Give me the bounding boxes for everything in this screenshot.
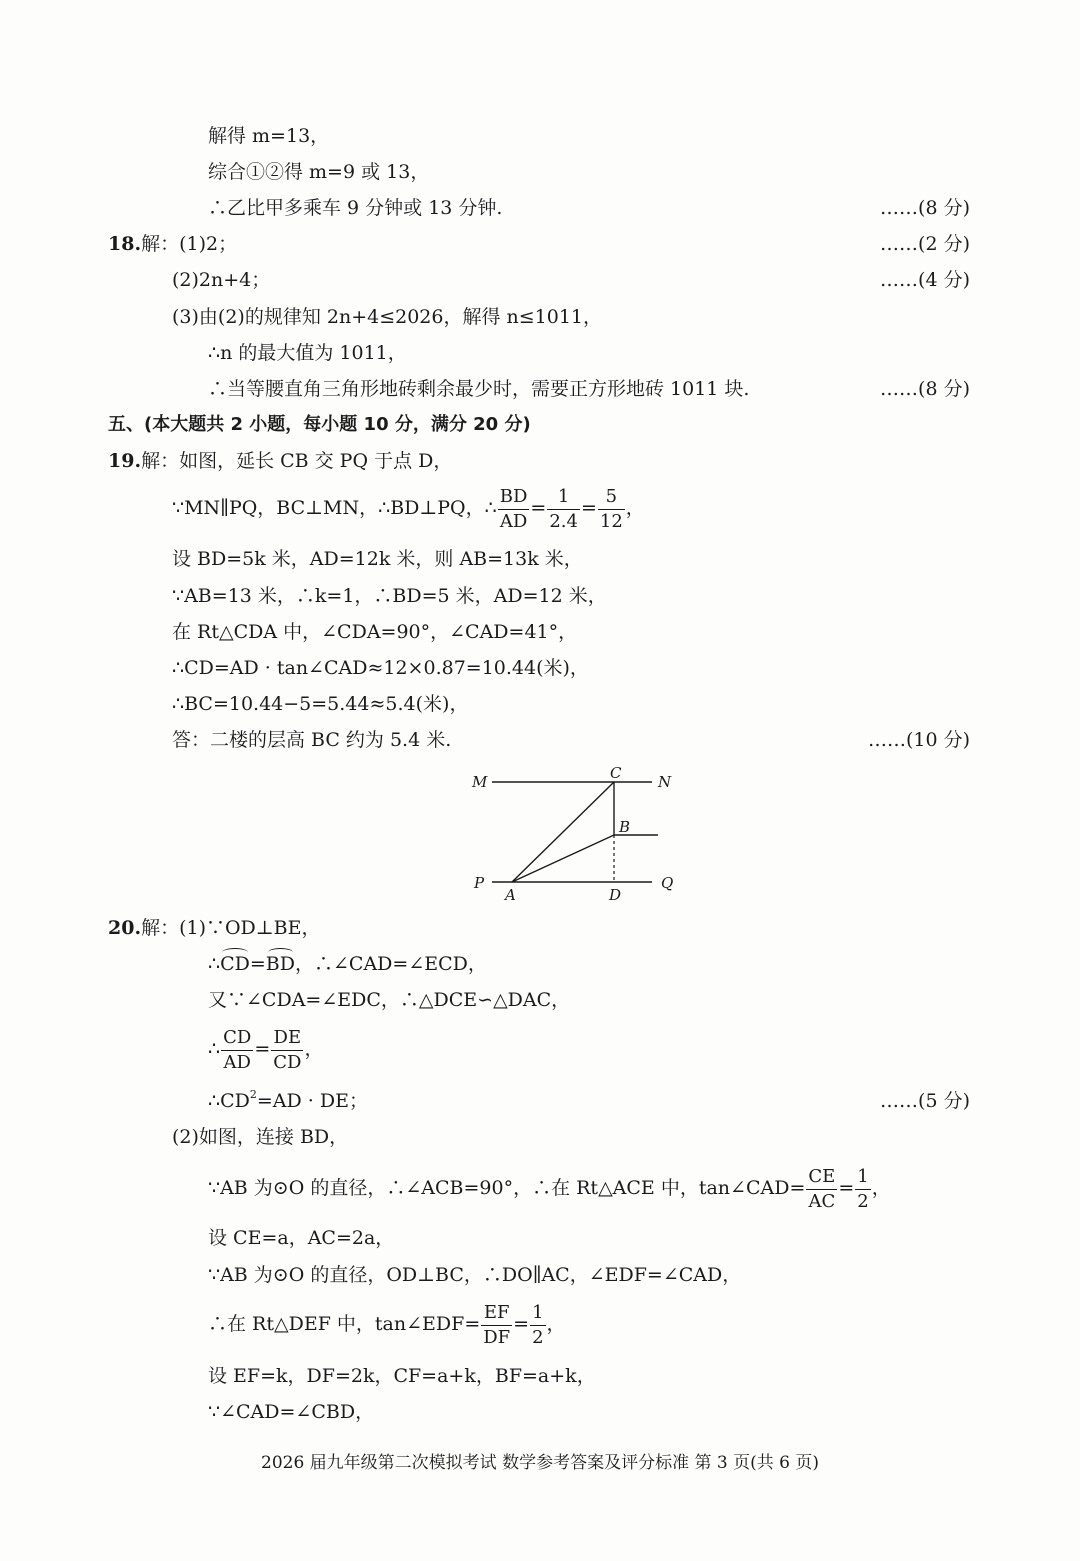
fraction-numerator: CE — [808, 1165, 836, 1187]
q20-line-2 — [208, 952, 487, 976]
q20-line-7 — [208, 1164, 891, 1214]
q17-line-2: 综合①②得 m=9 或 13， — [208, 161, 430, 183]
therefore-sign: ∴ — [208, 1038, 221, 1060]
label-m: M — [472, 773, 488, 791]
label-a: A — [505, 886, 516, 904]
fraction-numerator: EF — [483, 1301, 510, 1323]
q18-part-1: 解：(1)2； — [141, 233, 238, 255]
comma: ， — [625, 497, 645, 519]
fraction-1-2 — [855, 1165, 870, 1214]
fraction-1-2.4 — [547, 485, 580, 534]
segment-ab — [512, 835, 614, 882]
q19-intro: 解：如图，延长 CB 交 PQ 于点 D， — [141, 450, 453, 472]
fraction-denominator: 2 — [532, 1326, 544, 1348]
q20-line-10 — [208, 1300, 566, 1350]
equals-sign: = — [838, 1177, 855, 1199]
q17-line-1: 解得 m=13， — [208, 125, 330, 147]
fraction-denominator: AC — [808, 1190, 836, 1212]
fraction-numerator: CD — [223, 1026, 252, 1048]
comma: ， — [546, 1313, 566, 1335]
q20-line-9: ∵AB 为⊙O 的直径，OD⊥BC，∴DO∥AC，∠EDF=∠CAD， — [208, 1264, 742, 1286]
q17-score: ……(8 分) — [880, 197, 970, 219]
fraction-denominator: CD — [273, 1051, 302, 1073]
page-footer: 2026 届九年级第二次模拟考试 数学参考答案及评分标准 第 3 页(共 6 页) — [261, 1453, 819, 1473]
q19-line-2 — [172, 484, 645, 534]
comma: ， — [304, 1038, 324, 1060]
fraction-denominator: 2.4 — [549, 510, 578, 532]
equals-sign: = — [254, 1038, 271, 1060]
section-5-header: 五、(本大题共 2 小题，每小题 10 分，满分 20 分) — [108, 414, 531, 435]
q19-line-4: ∵AB=13 米，∴k=1，∴BD=5 米，AD=12 米， — [172, 585, 607, 607]
comma: ， — [871, 1177, 891, 1199]
q20-line-7-text: ∵AB 为⊙O 的直径，∴∠ACB=90°，∴在 Rt△ACE 中，tan∠CAD= — [208, 1177, 806, 1199]
q20-line-8: 设 CE=a，AC=2a， — [208, 1227, 395, 1249]
q18-score-1: ……(2 分) — [880, 233, 970, 255]
q20-score-1: ……(5 分) — [880, 1090, 970, 1112]
fraction-1-2-b — [530, 1301, 545, 1350]
q20-line-3: 又∵∠CDA=∠EDC，∴△DCE∽△DAC， — [208, 989, 571, 1011]
q18-score-2: ……(4 分) — [880, 269, 970, 291]
segment-ac — [512, 782, 614, 882]
label-q: Q — [661, 874, 674, 892]
arc-bd: BD — [265, 953, 295, 975]
fraction-5-12 — [598, 485, 625, 534]
q18-line-1 — [108, 232, 237, 256]
equals-sign: = — [530, 497, 547, 519]
q19-line-1 — [108, 449, 452, 473]
fraction-numerator: 5 — [605, 485, 618, 507]
label-b: B — [619, 818, 631, 836]
q19-line-6: ∴CD=AD · tan∠CAD≈12×0.87=10.44(米)， — [172, 657, 589, 679]
equals-sign: = — [580, 497, 597, 519]
geometry-figure — [462, 764, 692, 906]
fraction-ce-ac — [806, 1165, 837, 1214]
equals-sign: = — [249, 953, 266, 975]
label-d: D — [609, 886, 622, 904]
q20-line-11: 设 EF=k，DF=2k，CF=a+k，BF=a+k， — [208, 1365, 596, 1387]
q18-score-3: ……(8 分) — [880, 378, 970, 400]
fraction-numerator: BD — [499, 485, 528, 507]
fraction-denominator: DF — [483, 1326, 511, 1348]
q19-line-5: 在 Rt△CDA 中，∠CDA=90°，∠CAD=41°， — [172, 621, 578, 643]
q20-line-1 — [108, 916, 321, 940]
fraction-numerator: DE — [273, 1026, 302, 1048]
arc-cd: CD — [220, 953, 250, 975]
q19-line-7: ∴BC=10.44−5=5.44≈5.4(米)， — [172, 693, 469, 715]
q20-line-4 — [208, 1025, 323, 1075]
equals-sign: = — [513, 1313, 530, 1335]
fraction-denominator: AD — [499, 510, 528, 532]
q18-line-2: (2)2n+4； — [172, 269, 271, 291]
fraction-cd-ad — [221, 1026, 253, 1075]
fraction-denominator: 12 — [599, 510, 623, 532]
label-n: N — [658, 773, 672, 791]
q18-number: 18. — [108, 233, 142, 255]
label-c: C — [610, 764, 622, 782]
q20-part-1: 解：(1)∵OD⊥BE， — [141, 917, 321, 939]
q20-line-10-text: ∴在 Rt△DEF 中，tan∠EDF= — [208, 1313, 481, 1335]
q17-line-3: ∴乙比甲多乘车 9 分钟或 13 分钟. — [208, 197, 503, 219]
q18-line-4: ∴n 的最大值为 1011， — [208, 342, 407, 364]
fraction-denominator: AD — [223, 1051, 251, 1073]
fraction-bd-ad — [498, 485, 530, 534]
q20-line-2-rest: ，∴∠CAD=∠ECD， — [295, 953, 487, 975]
q19-line-3: 设 BD=5k 米，AD=12k 米，则 AB=13k 米， — [172, 548, 583, 570]
label-p: P — [474, 874, 485, 892]
fraction-numerator: 1 — [557, 485, 570, 507]
q19-score: ……(10 分) — [867, 729, 970, 751]
q19-line-8: 答：二楼的层高 BC 约为 5.4 米. — [172, 729, 452, 751]
fraction-de-cd — [271, 1026, 303, 1075]
superscript-2: 2 — [249, 1088, 257, 1101]
fraction-ef-df — [481, 1301, 512, 1350]
q19-number: 19. — [108, 450, 142, 472]
q20-line-5-a: ∴CD — [208, 1090, 250, 1112]
fraction-numerator: 1 — [532, 1301, 544, 1323]
fraction-numerator: 1 — [857, 1165, 869, 1187]
q20-line-12: ∵∠CAD=∠CBD， — [208, 1401, 375, 1423]
fraction-denominator: 2 — [857, 1190, 869, 1212]
q20-line-6: (2)如图，连接 BD， — [172, 1126, 349, 1148]
q20-number: 20. — [108, 917, 142, 939]
q18-line-5: ∴当等腰直角三角形地砖剩余最少时，需要正方形地砖 1011 块. — [208, 378, 750, 400]
therefore-sign: ∴ — [208, 953, 221, 975]
q20-line-5 — [208, 1089, 368, 1113]
q18-line-3: (3)由(2)的规律知 2n+4≤2026，解得 n≤1011， — [172, 306, 603, 328]
q19-line-2-text: ∵MN∥PQ，BC⊥MN，∴BD⊥PQ，∴ — [172, 497, 497, 519]
q20-line-5-b: =AD · DE； — [256, 1090, 368, 1112]
